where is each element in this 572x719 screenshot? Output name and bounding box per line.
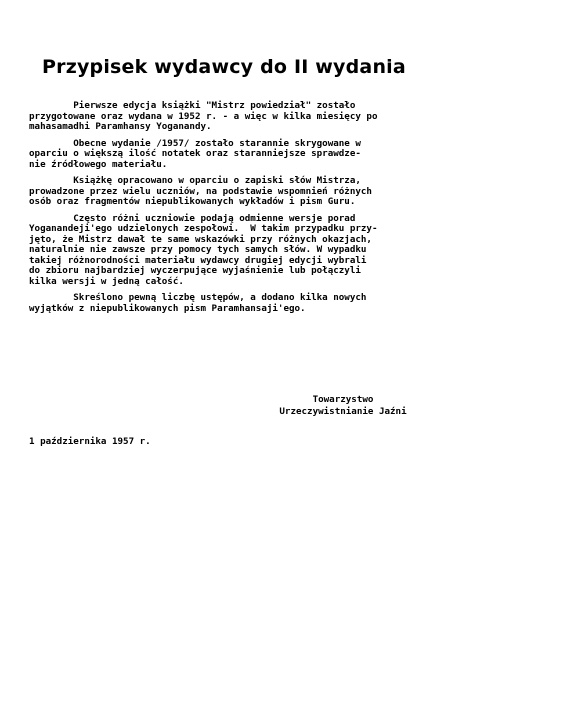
page-title: Przypisek wydawcy do II wydania xyxy=(42,56,406,78)
text-line: nie źródłowego materiału. xyxy=(29,158,168,170)
paragraph-4 xyxy=(29,214,499,288)
text-line: jęto, że Mistrz dawał te same wskazówki przy różnych okazjach, xyxy=(29,233,372,245)
text-line: mahasamadhi Paramhansy Yoganandy. xyxy=(29,121,212,132)
text-line: Obecne wydanie /1957/ zostało starannie skrygowane w xyxy=(29,137,361,149)
paragraph-5 xyxy=(29,293,499,314)
paragraph-1 xyxy=(29,101,499,133)
text-line: prowadzone przez wielu uczniów, na podstawie wspomnień różnych xyxy=(29,185,372,197)
text-line: do zbioru najbardziej wyczerpujące wyjaśnienie lub połączyli xyxy=(29,265,361,276)
signature-line: Urzeczywistnianie Jaźni xyxy=(279,406,407,417)
body-text xyxy=(29,101,499,320)
text-line: takiej różnorodności materiału wydawcy drugiej edycji wybrali xyxy=(29,254,367,266)
text-line: Pierwsze edycja książki "Mistrz powiedział" zostało xyxy=(29,100,356,111)
text-line: naturalnie nie zawsze przy pomocy tych samych słów. W wypadku xyxy=(29,244,367,255)
text-line: Skreślono pewną liczbę ustępów, a dodano kilka nowych xyxy=(29,292,367,303)
text-line: przygotowane oraz wydana w 1952 r. - a więc w kilka miesięcy po xyxy=(29,110,378,122)
signature-line: Towarzystwo xyxy=(312,394,374,405)
signature-block xyxy=(253,394,433,418)
text-line: kilka wersji w jedną całość. xyxy=(29,275,184,287)
text-line: Yoganandeji'ego udzielonych zespołowi. W takim przypadku przy- xyxy=(29,223,378,234)
text-line: wyjątków z niepublikowanych pism Paramhansaji'ego. xyxy=(29,302,306,314)
paragraph-3 xyxy=(29,176,499,208)
text-line: Często różni uczniowie podają odmienne wersje porad xyxy=(29,212,356,224)
text-line: oparciu o większą ilość notatek oraz staranniejsze sprawdze- xyxy=(29,148,361,159)
document-date: 1 października 1957 r. xyxy=(29,436,151,447)
text-line: Książkę opracowano w oparciu o zapiski słów Mistrza, xyxy=(29,175,361,186)
text-line: osób oraz fragmentów niepublikowanych wykładów i pism Guru. xyxy=(29,196,356,207)
paragraph-2 xyxy=(29,139,499,171)
